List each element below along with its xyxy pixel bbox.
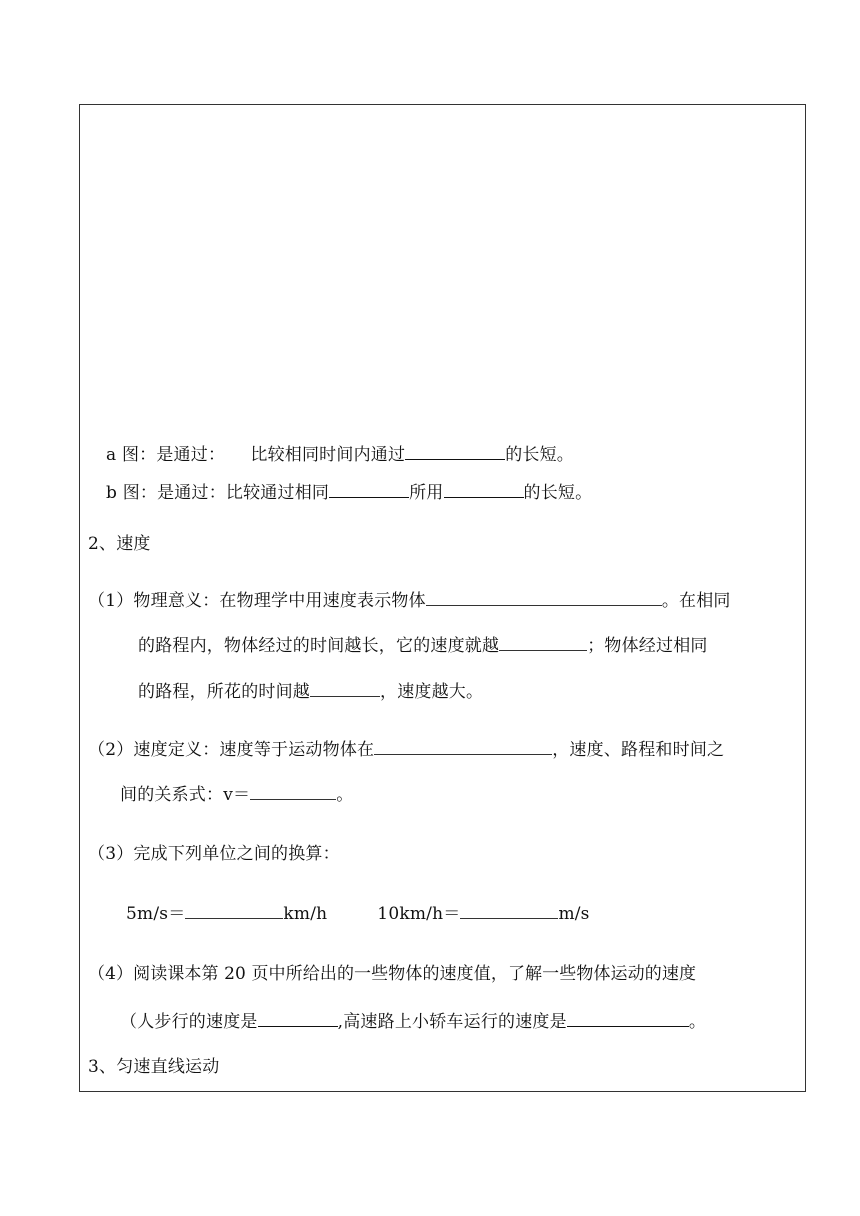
item1-line3-b: ，速度越大。	[380, 682, 484, 702]
conv1-b: km/h	[283, 904, 328, 924]
item4-line2-b: ,高速路上小轿车运行的速度是	[337, 1012, 567, 1032]
a-text3: 的长短。	[505, 445, 574, 465]
line-a-figure	[106, 443, 574, 467]
blank-conv2[interactable]	[460, 904, 558, 919]
item4-line2-c: 。	[688, 1012, 707, 1032]
item1-line2-a: 的路程内，物体经过的时间越长，它的速度就越	[138, 636, 500, 656]
section3-heading: 3、匀速直线运动	[88, 1057, 220, 1077]
b-label: b	[106, 483, 118, 503]
item2-line2	[120, 783, 353, 807]
item1-line2	[138, 634, 708, 658]
a-text2: 比较相同时间内通过	[250, 445, 406, 465]
section2-heading: 2、速度	[88, 534, 151, 554]
item1-after-blank1: 。在相同	[661, 591, 731, 611]
blank-item2-formula[interactable]	[250, 785, 336, 800]
blank-walk-speed[interactable]	[258, 1012, 338, 1027]
a-text1: 图：是通过：	[121, 445, 226, 465]
item3-text: （3）完成下列单位之间的换算：	[88, 844, 340, 864]
conv2-b: m/s	[558, 904, 590, 924]
item2-line2-b: 。	[336, 785, 354, 805]
item2-after-blank1: ，速度、路程和时间之	[552, 740, 725, 760]
conv2-a: 10km/h＝	[377, 904, 461, 924]
item1-line3	[138, 680, 483, 704]
item1-line1	[88, 589, 731, 613]
item2-prefix: （2）速度定义：速度等于运动物体在	[88, 740, 375, 760]
blank-item1-slow[interactable]	[499, 636, 587, 651]
b-text3: 的长短。	[523, 483, 593, 503]
item1-line2-b: ；物体经过相同	[587, 636, 708, 656]
b-text2: 所用	[409, 483, 444, 503]
item2-line2-a: 间的关系式：v＝	[120, 785, 251, 805]
blank-car-speed[interactable]	[567, 1012, 689, 1027]
item4-line2	[120, 1010, 706, 1034]
b-text1: 图：是通过：比较通过相同	[122, 483, 330, 503]
blank-item1-meaning[interactable]	[426, 591, 662, 606]
item4-line2-a: （人步行的速度是	[120, 1012, 258, 1032]
blank-conv1[interactable]	[185, 904, 283, 919]
line-b-figure	[106, 481, 592, 505]
blank-item1-short[interactable]	[310, 682, 380, 697]
item1-line3-a: 的路程，所花的时间越	[138, 682, 310, 702]
item3-conversions	[126, 902, 590, 926]
blank-b-distance[interactable]	[329, 483, 409, 498]
item2-line1	[88, 738, 724, 762]
blank-b-time[interactable]	[444, 483, 524, 498]
blank-a-distance[interactable]	[405, 445, 505, 460]
item1-prefix: （1）物理意义：在物理学中用速度表示物体	[88, 591, 426, 611]
item4-line1: （4）阅读课本第 20 页中所给出的一些物体的速度值，了解一些物体运动的速度	[88, 964, 697, 984]
blank-item2-definition[interactable]	[374, 740, 552, 755]
conv1-a: 5m/s＝	[126, 904, 186, 924]
a-label: a	[106, 445, 117, 465]
